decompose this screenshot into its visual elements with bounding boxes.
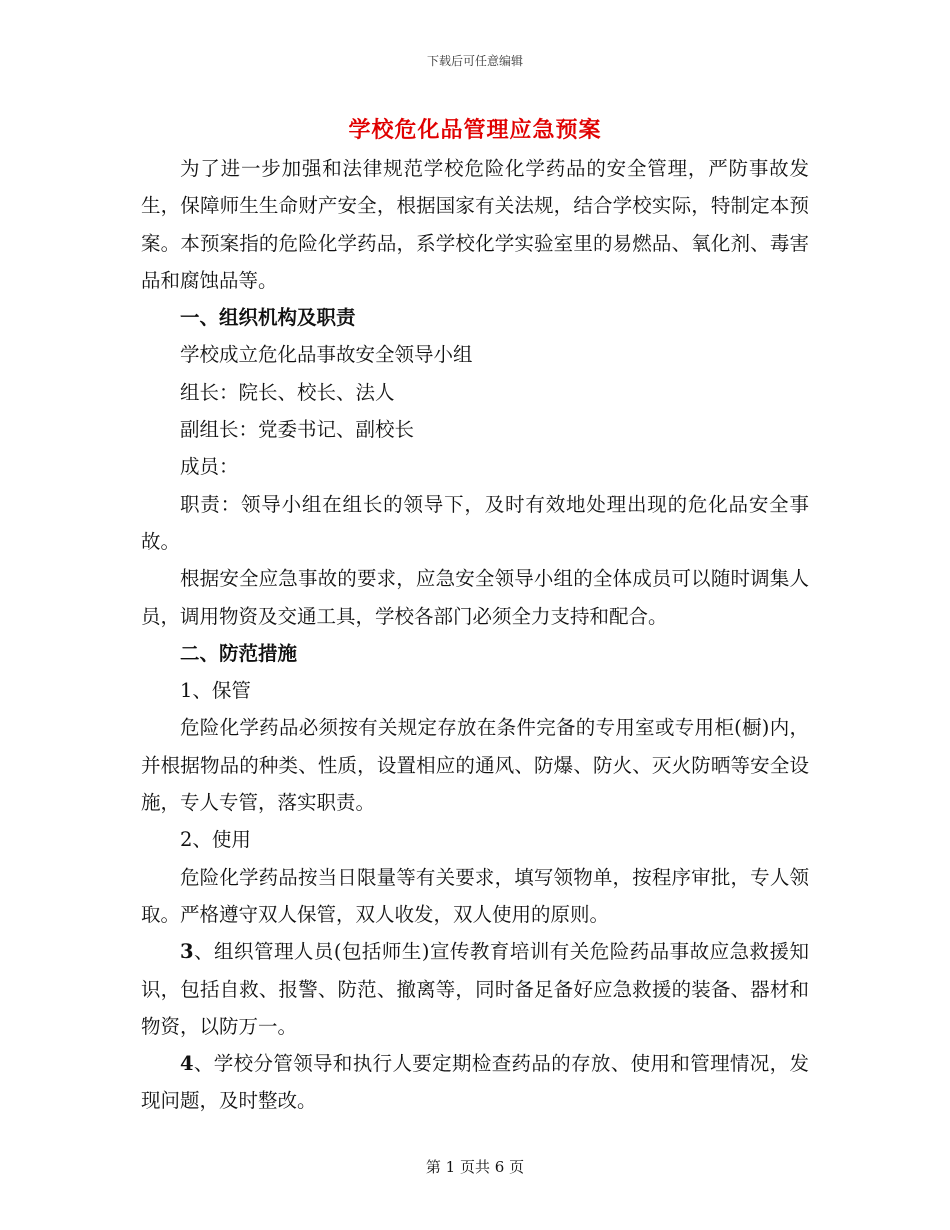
section-heading-prevention: 二、防范措施 [180, 641, 298, 665]
paragraph-leadership-group: 学校成立危化品事故安全领导小组 [180, 343, 473, 367]
paragraph-storage: 危险化学药品必须按有关规定存放在条件完备的专用室或专用柜(橱)内，并根据物品的种类、性质，设置相应的通风、防爆、防火、灭火防晒等安全设施，专人专管，落实职责。 [141, 716, 809, 815]
subheading-usage: 2、使用 [180, 828, 251, 852]
paragraph-duties: 职责：领导小组在组长的领导下，及时有效地处理出现的危化品安全事故。 [141, 492, 809, 553]
intro-paragraph: 为了进一步加强和法律规范学校危险化学药品的安全管理，严防事故发生，保障师生生命财产安全，根据国家有关法规，结合学校实际，特制定本预案。本预案指的危险化学药品，系学校化学实验室里的易燃品、氧化剂、毒害品和腐蚀品等。 [141, 157, 809, 292]
paragraph-members: 成员： [180, 455, 239, 479]
page-header-note: 下载后可任意编辑 [426, 54, 523, 68]
paragraph-inspection [141, 1045, 809, 1120]
paragraph-emergency-requirements: 根据安全应急事故的要求，应急安全领导小组的全体成员可以随时调集人员，调用物资及交通工具，学校各部门必须全力支持和配合。 [141, 567, 809, 628]
document-title: 学校危化品管理应急预案 [348, 117, 602, 143]
item-text: 、组织管理人员(包括师生)宣传教育培训有关危险药品事故应急救援知识，包括自救、报警、防范、撤离等，同时备足备好应急救援的装备、器材和物资，以防万一。 [141, 940, 809, 1038]
paragraph-usage: 危险化学药品按当日限量等有关要求，填写领物单，按程序审批，专人领取。严格遵守双人保管，双人收发，双人使用的原则。 [141, 865, 809, 926]
page-footer: 第 1 页共 6 页 [425, 1158, 525, 1176]
item-text: 、学校分管领导和执行人要定期检查药品的存放、使用和管理情况，发现问题，及时整改。 [141, 1052, 809, 1113]
section-heading-organization: 一、组织机构及职责 [180, 306, 356, 330]
paragraph-training [141, 933, 809, 1045]
item-number: 3 [180, 940, 194, 964]
paragraph-group-leader: 组长：院长、校长、法人 [180, 380, 395, 404]
subheading-storage: 1、保管 [180, 679, 251, 703]
paragraph-deputy-leader: 副组长：党委书记、副校长 [180, 418, 415, 442]
item-number: 4 [180, 1052, 194, 1076]
document-body [141, 150, 809, 1120]
